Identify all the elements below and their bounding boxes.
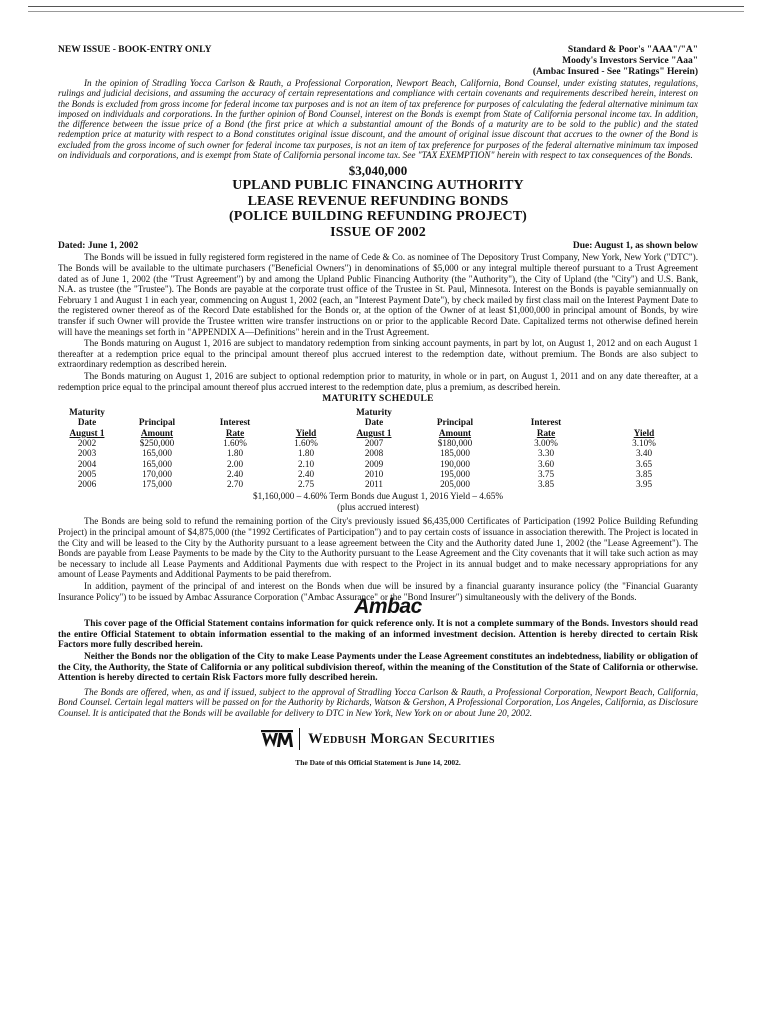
maturity-year: 2002 [77, 437, 97, 448]
schedule-header-row [58, 407, 698, 438]
principal-amount: 205,000 [440, 479, 470, 490]
statement-date: The Date of this Official Statement is June 14, 2002. [295, 758, 461, 767]
interest-header: Interest Rate [219, 417, 251, 438]
cover-content [58, 45, 698, 767]
interest-rate: 2.40 [226, 468, 244, 479]
term-bond-line [58, 491, 698, 512]
principal-amount: 165,000 [142, 448, 172, 459]
yield-value: 3.65 [635, 458, 653, 469]
header-row [58, 45, 698, 78]
quick-reference-notice: This cover page of the Official Statement contains information for quick reference only. It is not a complete summary of the Bonds. Investors should read the entire Official Statement to obtain information essential to the making of an informed investment decision. Attention is hereby directed to certain Risk Factors more fully described herein. [58, 619, 698, 651]
mandatory-redemption-paragraph: The Bonds maturing on August 1, 2016 are subject to mandatory redemption from sinking account payments, in part by lot, on August 1, 2012 and on each August 1 thereafter at a redemption price equal to the principal amount thereof plus accrued interest to the redemption date, without premium. The Bonds are also subject to extraordinary redemption as described herein. [58, 338, 698, 370]
principal-amount: 165,000 [142, 458, 172, 469]
maturity-year: 2003 [77, 448, 97, 459]
underwriter-block [58, 728, 698, 750]
table-row [58, 448, 698, 458]
principal-amount: $180,000 [437, 437, 473, 448]
table-row [58, 469, 698, 479]
no-obligation-notice: Neither the Bonds nor the obligation of the City to make Lease Payments under the Lease Agreement constitutes an indebtedness, liability or obligation of the City, the Authority, the State of California or any political subdivision thereof, within the meaning of the Constitution of the State of California or otherwise. Attention is hereby directed to certain Risk Factors more fully described herein. [58, 652, 698, 684]
table-row [58, 459, 698, 469]
rating-sp: Standard & Poor's "AAA"/"A" [567, 45, 698, 55]
ratings-block [533, 45, 698, 78]
principal-amount: 190,000 [440, 458, 470, 469]
yield-value: 1.80 [297, 448, 315, 459]
interest-rate: 3.00% [534, 437, 558, 448]
wm-monogram-icon [261, 730, 293, 748]
yield-value: 3.95 [635, 479, 653, 490]
interest-rate: 1.80 [226, 448, 244, 459]
interest-rate: 3.85 [537, 479, 555, 490]
principal-amount: 195,000 [440, 468, 470, 479]
principal-header: Principal Amount [436, 417, 474, 438]
principal-amount: 170,000 [142, 468, 172, 479]
maturity-year: 2008 [364, 448, 384, 459]
interest-header: Interest Rate [530, 417, 562, 438]
optional-redemption-paragraph: The Bonds maturing on August 1, 2016 are subject to optional redemption prior to maturity, in whole or in part, on August 1, 2011 and on any date thereafter, at a redemption price equal to the principal amount thereof plus accrued interest to the redemption date, plus a premium, as described herein. [58, 370, 698, 392]
maturity-year: 2010 [364, 468, 384, 479]
bond-title-block [58, 163, 698, 240]
maturity-schedule-title: MATURITY SCHEDULE [322, 394, 434, 405]
maturity-year: 2011 [364, 479, 384, 490]
term-bond-note: (plus accrued interest) [337, 501, 419, 512]
yield-header: Yield [633, 427, 655, 438]
principal-amount: 175,000 [142, 479, 172, 490]
principal-amount: $250,000 [139, 437, 175, 448]
top-rule-secondary [28, 11, 744, 12]
maturity-schedule-table [58, 407, 698, 489]
rating-note: (Ambac Insured - See "Ratings" Herein) [532, 67, 698, 77]
maturity-header: Maturity Date August 1 [69, 407, 105, 438]
yield-value: 3.85 [635, 468, 653, 479]
top-rule [28, 6, 744, 7]
underwriter-divider [299, 728, 300, 750]
maturity-year: 2004 [77, 458, 97, 469]
rating-moodys: Moody's Investors Service "Aaa" [562, 56, 698, 66]
principal-header: Principal Amount [138, 417, 176, 438]
interest-rate: 2.00 [226, 458, 244, 469]
ambac-logo: Ambac [354, 595, 422, 619]
maturity-year: 2007 [364, 437, 384, 448]
principal-amount: 185,000 [440, 448, 470, 459]
tax-opinion-paragraph: In the opinion of Stradling Yocca Carlson & Rauth, a Professional Corporation, Newport Beach, California, Bond Counsel, under existing statutes, regulations, rulings and judicial decisions, and assuming the accuracy of certain representations and compliance with certain covenants and requirements described herein, interest on the Bonds is excluded from gross income for federal income tax purposes and is not an item of tax preference for purposes of calculating the federal alternative minimum tax imposed on individuals and corporations. In the further opinion of Bond Counsel, interest on the Bonds is exempt from State of California personal income tax. In addition, the difference between the issue price of a Bond (the first price at which a substantial amount of the Bonds of a maturity are to be sold to the public) and the stated redemption price at maturity with respect to a Bond constitutes original issue discount, and the amount of original issue discount that accrues to the owner of the Bond is excluded from the gross income of such owner for federal income tax purposes, is not an item of tax preference for purposes of the federal alternative minimum tax imposed on individuals and corporations, and is exempt from State of California personal income tax. See "TAX EXEMPTION" herein with respect to tax consequences of the Bonds. [58, 78, 698, 161]
interest-rate: 1.60% [223, 437, 247, 448]
yield-value: 1.60% [294, 437, 318, 448]
yield-value: 2.10 [297, 458, 315, 469]
table-row [58, 479, 698, 489]
project-name: (POLICE BUILDING REFUNDING PROJECT) [229, 209, 527, 225]
term-bond-description: $1,160,000 – 4.60% Term Bonds due August 1, 2016 Yield – 4.65% [253, 491, 503, 502]
purpose-paragraph: The Bonds are being sold to refund the remaining portion of the City's previously issued $6,435,000 Certificates of Participation (1992 Police Building Refunding Project) in the principal amount of $4,875,000 (the "1992 Certificates of Participation") and to pay certain costs of issuance in association therewith. The Project is located in the City and will be leased to the City by the Authority pursuant to a lease agreement between the City and the Authority dated June 1, 2002 (the "Lease Agreement"). The Bonds are payable from Lease Payments to be made by the City to the Authority pursuant to the Lease Agreement and the City covenants that it will take such action as may be necessary to include all Lease Payments and Additional Payments due with respect to the Project in its annual budget and to make necessary appropriations for any amount of Lease Payments and Additional Payments to be paid therefrom. [58, 516, 698, 580]
underwriter-name: Wedbush Morgan Securities [308, 730, 495, 747]
maturity-year: 2005 [77, 468, 97, 479]
bond-amount: $3,040,000 [348, 163, 408, 179]
yield-value: 3.40 [635, 448, 653, 459]
yield-value: 2.75 [297, 479, 315, 490]
issue-year: ISSUE OF 2002 [330, 224, 426, 240]
interest-rate: 3.60 [537, 458, 555, 469]
due-date: Due: August 1, as shown below [572, 241, 698, 252]
issue-type: NEW ISSUE - BOOK-ENTRY ONLY [58, 45, 212, 55]
dated-date: Dated: June 1, 2002 [58, 241, 139, 252]
interest-rate: 2.70 [226, 479, 244, 490]
interest-rate: 3.75 [537, 468, 555, 479]
yield-header: Yield [295, 427, 317, 438]
yield-value: 2.40 [297, 468, 315, 479]
yield-value: 3.10% [632, 437, 656, 448]
registration-paragraph: The Bonds will be issued in fully registered form registered in the name of Cede & Co. as nominee of The Depository Trust Company, New York, New York ("DTC"). The Bonds will be available to the ultimate purchasers ("Beneficial Owners") in denominations of $5,000 or any integral multiple thereof pursuant to a Trust Agreement dated as of June 1, 2002 (the "Trust Agreement") by and among the Upland Public Financing Authority (the "Authority"), the City of Upland (the "City") and U.S. Bank, N.A. as trustee (the "Trustee"). The Bonds are payable at the corporate trust office of the Trustee in St. Paul, Minnesota. Interest on the Bonds is payable semiannually on February 1 and August 1 in each year, commencing on August 1, 2002 (each, an "Interest Payment Date"), by check mailed by first class mail on the Interest Payment Date to the registered owner thereof as of the Record Date established for the Bonds or, at the option of the Owner of at least $1,000,000 in principal amount of Bonds, by wire transfer if such Owner will provide the Trustee written wire transfer instructions on or prior to the applicable Record Date. Capitalized terms not otherwise defined herein will have the meanings set forth in "APPENDIX A—Definitions" herein and in the Trust Agreement. [58, 252, 698, 337]
table-row [58, 438, 698, 448]
offering-paragraph: The Bonds are offered, when, as and if issued, subject to the approval of Stradling Yocca Carlson & Rauth, a Professional Corporation, Newport Beach, California, Bond Counsel. Certain legal matters will be passed on for the Authority by Richards, Watson & Gershon, A Professional Corporation, Los Angeles, California, as Disclosure Counsel. It is anticipated that the Bonds will be available for delivery to DTC in New York, New York on or about June 20, 2002. [58, 686, 698, 718]
insurance-paragraph: In addition, payment of the principal of and interest on the Bonds when due will be insured by a financial guaranty insurance policy (the "Financial Guaranty Insurance Policy") to be issued by Ambac Assurance Corporation ("Ambac Assurance" or the "Bond Insurer") simultaneously with the delivery of the Bonds. [58, 581, 698, 602]
maturity-year: 2009 [364, 458, 384, 469]
bond-series: LEASE REVENUE REFUNDING BONDS [247, 193, 509, 209]
maturity-header: Maturity Date August 1 [356, 407, 392, 438]
dates-row [58, 241, 698, 252]
issuer-name: UPLAND PUBLIC FINANCING AUTHORITY [232, 178, 524, 194]
maturity-year: 2006 [77, 479, 97, 490]
interest-rate: 3.30 [537, 448, 555, 459]
